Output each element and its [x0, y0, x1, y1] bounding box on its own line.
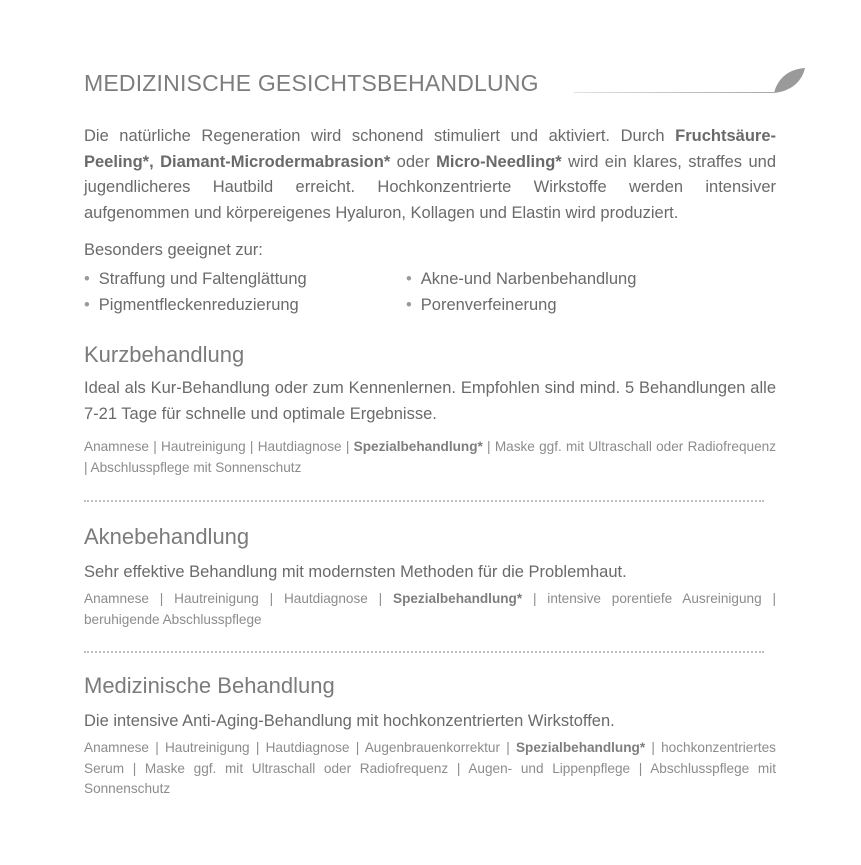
intro-text-1: Die natürliche Regeneration wird schonend stimuliert und aktiviert. Durch [84, 127, 676, 145]
steps-text: | Maske ggf. mit Ultraschall oder Radiofrequenz | Abschlusspflege mit Sonnenschutz [84, 439, 777, 475]
section-description: Ideal als Kur-Behandlung oder zum Kennenlernen. Empfohlen sind mind. 5 Behandlungen alle 7-21 Tage für schnelle und optimale Ergebnisse. [84, 379, 776, 423]
steps-highlight: Spezialbehandlung* [353, 439, 483, 454]
bullet-icon: • [84, 296, 90, 314]
list-item-text: Pigmentfleckenreduzierung [98, 296, 299, 314]
intro-text-3: wird ein klares, straffes und jugendlicheres Hautbild erreicht. Hochkonzentrierte Wirkstoffe werden intensiver aufgenommen und körpereigenes Hyaluron, Kollagen und Elastin wird produziert. [84, 152, 776, 222]
section-divider [84, 500, 764, 502]
list-item [406, 270, 636, 289]
intro-bold-2: Micro-Needling* [436, 152, 562, 171]
intro-paragraph [84, 124, 776, 226]
section-title-medizinische-behandlung: Medizinische Behandlung [84, 673, 335, 698]
steps-text: Anamnese | Hautreinigung | Hautdiagnose | [84, 591, 393, 606]
intro-bold-1: Fruchtsäure-Peeling*, Diamant-Microdermabrasion* [84, 127, 776, 171]
heading-row [84, 70, 804, 100]
suited-label: Besonders geeignet zur: [84, 241, 263, 259]
list-item [84, 296, 299, 315]
section-description: Die intensive Anti-Aging-Behandlung mit hochkonzentrierten Wirkstoffen. [84, 712, 615, 730]
section-title-aknebehandlung: Aknebehandlung [84, 524, 250, 549]
bullet-icon: • [406, 270, 412, 288]
section-steps [84, 437, 776, 478]
section-divider [84, 651, 764, 653]
intro-text-2: oder [390, 152, 437, 171]
list-item [84, 270, 307, 289]
steps-text: Anamnese | Hautreinigung | Hautdiagnose | Augenbrauenkorrektur | [84, 740, 516, 755]
leaf-icon [772, 67, 806, 95]
steps-text: | intensive porentiefe Ausreinigung | beruhigende Abschlusspflege [84, 591, 776, 627]
steps-text: Anamnese | Hautreinigung | Hautdiagnose | [84, 439, 354, 454]
steps-highlight: Spezialbehandlung* [393, 591, 523, 606]
bullet-icon: • [84, 270, 90, 288]
section-title-kurzbehandlung: Kurzbehandlung [84, 342, 245, 367]
section-steps [84, 738, 776, 800]
list-item [406, 296, 557, 315]
steps-text: | hochkonzentriertes Serum | Maske ggf. mit Ultraschall oder Radiofrequenz | Augen- und Lippenpflege | Abschlusspflege mit Sonnenschutz [84, 740, 776, 796]
list-item-text: Straffung und Faltenglättung [98, 270, 307, 288]
list-item-text: Porenverfeinerung [420, 296, 557, 314]
page-title: MEDIZINISCHE GESICHTSBEHANDLUNG [84, 70, 539, 96]
bullet-icon: • [406, 296, 412, 314]
list-item-text: Akne-und Narbenbehandlung [420, 270, 637, 288]
section-steps [84, 589, 776, 630]
section-description: Sehr effektive Behandlung mit modernsten Methoden für die Problemhaut. [84, 563, 627, 581]
steps-highlight: Spezialbehandlung* [515, 740, 646, 755]
title-rule [574, 92, 774, 93]
